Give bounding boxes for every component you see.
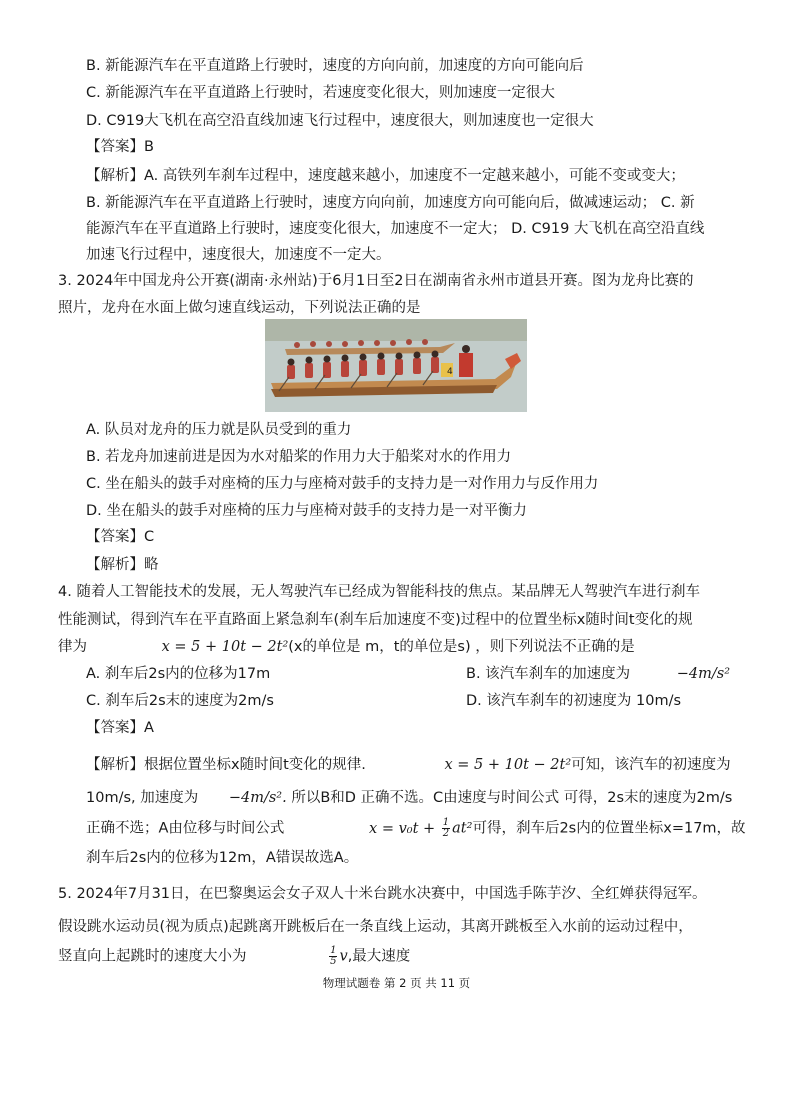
q4-analysis3-suffix: 可得，刹车后2s内的位置坐标x=17m，故 — [472, 820, 746, 837]
q4-analysis1-suffix: 可知，该汽车的初速度为 — [571, 757, 731, 773]
q5-stem3-prefix: 竖直向上起跳时的速度大小为 — [58, 948, 247, 965]
q5-velocity-var: v — [339, 948, 348, 965]
q4-stem-line1: 4. 随着人工智能技术的发展，无人驾驶汽车已经成为智能科技的焦点。某品牌无人驾驶汽车进行刹车 — [58, 584, 700, 600]
q4-answer: 【答案】A — [86, 720, 154, 736]
q4-option-d: D. 该汽车刹车的初速度为 10m/s — [466, 693, 682, 709]
q5-stem-line2: 假设跳水运动员(视为质点)起跳离开跳板后在一条直线上运动，其离开跳板至入水前的运动过程中， — [58, 919, 693, 935]
q4-analysis1-formula: x = 5 + 10t − 2t² — [444, 757, 572, 773]
q3-option-b: B. 若龙舟加速前进是因为水对船桨的作用力大于船桨对水的作用力 — [86, 449, 512, 465]
q4-analysis-line1 — [86, 756, 731, 774]
fraction-numerator: 1 — [442, 817, 450, 828]
dragon-boat-illustration — [265, 319, 527, 412]
q4-analysis3-formula-a: x = v₀t + — [369, 820, 436, 837]
q4-option-a: A. 刹车后2s内的位移为17m — [86, 666, 271, 682]
q5-stem-line3 — [58, 946, 410, 967]
q4-analysis-line4: 刹车后2s内的位移为12m，A错误故选A。 — [86, 850, 359, 866]
q5-stem3-suffix: ,最大速度 — [347, 948, 411, 965]
q2-option-d: D. C919大飞机在高空沿直线加速飞行过程中，速度很大，则加速度也一定很大 — [86, 113, 594, 129]
fraction-denominator: 2 — [442, 828, 450, 839]
q4-analysis-line2 — [86, 789, 732, 807]
q4-stem-line3 — [58, 638, 635, 656]
q3-answer: 【答案】C — [86, 529, 155, 545]
q4-analysis3-fraction — [442, 818, 450, 839]
q5-stem-line1: 5. 2024年7月31日，在巴黎奥运会女子双人十米台跳水决赛中，中国选手陈芋汐、全红婵获得冠军。 — [58, 886, 707, 902]
boat-number: 4 — [447, 367, 453, 377]
q4-analysis1-prefix: 【解析】根据位置坐标x随时间t变化的规律. — [86, 757, 366, 773]
q4-stem-suffix: (x的单位是 m，t的单位是s) ，则下列说法不正确的是 — [288, 639, 635, 655]
q3-option-c: C. 坐在船头的鼓手对座椅的压力与座椅对鼓手的支持力是一对作用力与反作用力 — [86, 476, 599, 492]
q2-option-b: B. 新能源汽车在平直道路上行驶时，速度的方向向前，加速度的方向可能向后 — [86, 58, 584, 74]
q4-option-b — [466, 665, 730, 683]
q3-stem-line1: 3. 2024年中国龙舟公开赛(湖南·永州站)于6月1日至2日在湖南省永州市道县开赛。图为龙舟比赛的 — [58, 273, 694, 289]
q4-analysis3-prefix: 正确不选；A由位移与时间公式 — [86, 820, 285, 837]
q4-option-c: C. 刹车后2s末的速度为2m/s — [86, 693, 274, 709]
q2-analysis-line4: 加速飞行过程中，速度很大，加速度不一定大。 — [86, 247, 391, 263]
page-footer: 物理试题卷 第 2 页 共 11 页 — [322, 976, 471, 990]
q3-analysis: 【解析】略 — [86, 557, 159, 573]
dragon-boat-photo — [265, 319, 527, 412]
q4-analysis2-prefix: 10m/s, 加速度为 — [86, 790, 199, 806]
q4-analysis2-value: −4m/s². — [228, 790, 287, 806]
q4-analysis2-suffix: 所以B和D 正确不选。C由速度与时间公式 可得，2s末的速度为2m/s — [291, 790, 733, 806]
q4-analysis-line3 — [86, 818, 746, 839]
q4-stem-line2: 性能测试，得到汽车在平直路面上紧急刹车(刹车后加速度不变)过程中的位置坐标x随时间t变化的规 — [58, 612, 693, 628]
q2-analysis-line2: B. 新能源汽车在平直道路上行驶时，速度方向向前，加速度方向可能向后，做减速运动； C. 新 — [86, 195, 695, 211]
q3-stem-line2: 照片，龙舟在水面上做匀速直线运动，下列说法正确的是 — [58, 300, 421, 316]
q4-option-b-value: −4m/s² — [676, 666, 731, 682]
q4-position-formula: x = 5 + 10t − 2t² — [161, 639, 289, 655]
q2-analysis-line3: 能源汽车在平直道路上行驶时，速度变化很大，加速度不一定大； D. C919 大飞机在高空沿直线 — [86, 221, 705, 237]
q4-analysis3-formula-b: at² — [452, 820, 473, 837]
q3-option-a: A. 队员对龙舟的压力就是队员受到的重力 — [86, 422, 352, 438]
q3-option-d: D. 坐在船头的鼓手对座椅的压力与座椅对鼓手的支持力是一对平衡力 — [86, 503, 527, 519]
fraction-numerator: 1 — [330, 945, 337, 956]
q5-fraction — [329, 946, 337, 967]
fraction-denominator: 5 — [330, 956, 337, 967]
q2-answer: 【答案】B — [86, 139, 154, 155]
q4-option-b-text: B. 该汽车刹车的加速度为 — [466, 666, 631, 682]
q2-analysis-line1: 【解析】A. 高铁列车刹车过程中，速度越来越小，加速度不一定越来越小，可能不变或变大； — [86, 168, 685, 184]
q4-stem-prefix: 律为 — [58, 639, 87, 655]
q2-option-c: C. 新能源汽车在平直道路上行驶时，若速度变化很大，则加速度一定很大 — [86, 85, 555, 101]
